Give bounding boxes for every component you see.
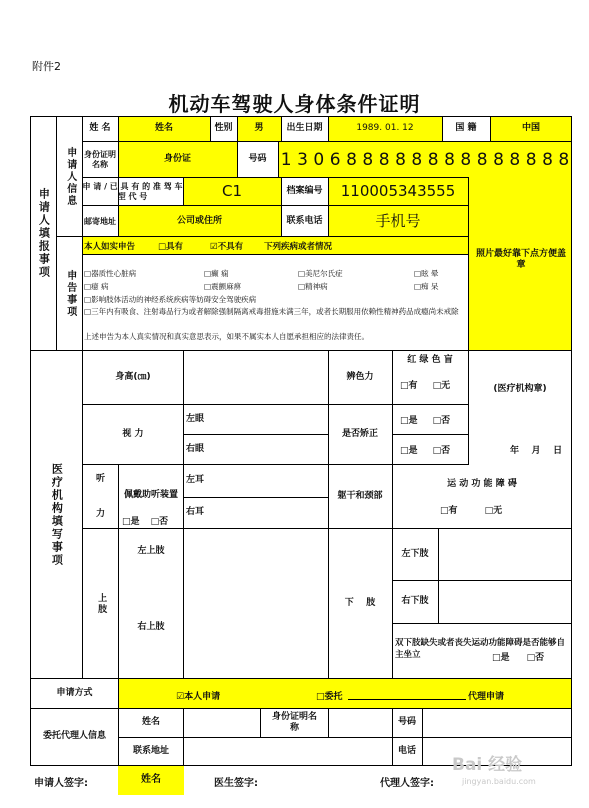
- corrected-yes-2[interactable]: □是: [400, 446, 418, 456]
- apply-method-label: 申请方式: [56, 687, 93, 698]
- not-has-checkbox[interactable]: ☑不具有: [210, 242, 244, 252]
- left-eye-label: 左眼: [186, 413, 205, 424]
- color-blind-label: 红 绿 色 盲: [407, 355, 453, 366]
- address-value[interactable]: 公司或住所: [176, 215, 222, 226]
- declaration-tail: 下列疾病或者情况: [264, 242, 333, 252]
- license-value[interactable]: C1: [221, 182, 243, 201]
- name-value[interactable]: 姓名: [154, 123, 173, 134]
- gender-value[interactable]: 男: [254, 123, 264, 134]
- disease-mental[interactable]: □精神病: [298, 282, 328, 291]
- doctor-signature-label: 医生签字:: [214, 778, 258, 789]
- corrected-no-2[interactable]: □否: [432, 446, 451, 456]
- disease-parkinson[interactable]: □震颤麻痹: [204, 282, 242, 291]
- color-vision-label: 辨色力: [346, 371, 374, 382]
- lower-limb-label: 下 肢: [344, 597, 376, 608]
- birth-value[interactable]: 1989. 01. 12: [356, 123, 414, 134]
- id-no-label: 号码: [248, 153, 267, 164]
- apply-entrust-checkbox[interactable]: □委托: [316, 692, 343, 702]
- disease-heart[interactable]: □器质性心脏病: [84, 269, 137, 278]
- id-digit[interactable]: 8: [460, 149, 472, 170]
- color-blind-no[interactable]: □无: [432, 381, 451, 391]
- id-digit[interactable]: 8: [411, 149, 423, 170]
- id-digit[interactable]: 0: [313, 149, 325, 170]
- attachment-label: 附件2: [32, 60, 61, 73]
- nationality-value[interactable]: 中国: [521, 123, 540, 134]
- applicant-signature-label: 申请人签字:: [34, 778, 88, 789]
- section-declaration: 申告事项: [64, 269, 76, 318]
- hearing-aid-options: [122, 514, 168, 527]
- disease-row-2: [84, 281, 468, 293]
- apply-agent-text: 代理申请: [468, 692, 505, 702]
- entrust-underline: [348, 699, 466, 700]
- baidu-watermark-url: jingyan.baidu.com: [462, 777, 536, 786]
- archive-no-label: 档案编号: [286, 185, 323, 196]
- hearing-label-1: 听: [95, 474, 105, 485]
- hospital-stamp: (医疗机构章): [493, 384, 547, 395]
- height-label: 身高(㎝): [115, 371, 151, 382]
- id-digit[interactable]: 8: [558, 149, 570, 170]
- stamp-date: 年 月 日: [510, 446, 563, 456]
- agent-phone-label: 电话: [397, 745, 416, 756]
- section-applicant-info: 申请人信息: [64, 146, 76, 207]
- agent-name-label: 姓名: [141, 717, 160, 728]
- gender-label: 性别: [214, 123, 233, 134]
- disease-row-1: [84, 268, 468, 280]
- address-label: 邮寄地址: [84, 216, 116, 226]
- motor-dysfunction-label: 运 动 功 能 障 碍: [447, 479, 517, 490]
- hearing-aid-label: 佩戴助听装置: [123, 490, 178, 501]
- section-medical: 医疗机构填写事项: [50, 462, 64, 567]
- id-digit[interactable]: 8: [542, 149, 553, 170]
- declaration-header: [84, 239, 468, 254]
- declaration-intro: 本人如实申告: [84, 242, 136, 252]
- phone-value[interactable]: 手机号: [375, 212, 421, 231]
- trunk-label: 躯干和颈部: [337, 490, 383, 501]
- photo-note: 照片最好靠下点方便盖章: [476, 248, 567, 270]
- motor-yes[interactable]: □有: [440, 506, 458, 516]
- motor-no[interactable]: □无: [484, 506, 503, 516]
- corrected-yes[interactable]: □是: [400, 416, 418, 426]
- vision-label: 视 力: [122, 428, 144, 439]
- id-digit[interactable]: 8: [493, 149, 504, 170]
- name-label: 姓 名: [89, 123, 111, 134]
- license-label: 申 请 / 已 具 有 的 准 驾 车 型 代 号: [82, 181, 183, 201]
- disease-neuro[interactable]: □影响肢体活动的神经系统疾病等妨碍安全驾驶疾病: [84, 295, 257, 304]
- color-blind-options: [400, 378, 468, 391]
- baidu-watermark: Bai 经验: [452, 755, 523, 775]
- page-title: 机动车驾驶人身体条件证明: [168, 92, 421, 116]
- agent-address-label: 联系地址: [132, 745, 169, 756]
- left-lower-limb-label: 左下肢: [401, 548, 429, 559]
- disease-drugs[interactable]: □三年内有吸食、注射毒品行为或者解除强制隔离戒毒措施未满三年，或者长期服用依赖性精神药品成瘾尚未戒除: [84, 307, 459, 316]
- sit-upright-no[interactable]: □否: [526, 653, 545, 663]
- applicant-signature-value[interactable]: 姓名: [141, 773, 161, 785]
- right-ear-label: 右耳: [186, 507, 205, 518]
- id-digit[interactable]: 8: [476, 149, 488, 170]
- id-doc-label: 身份证明名称: [84, 149, 116, 169]
- sit-upright-question: 双下肢缺失或者丧失运动功能障碍是否能够自主坐立: [395, 638, 566, 660]
- id-digit[interactable]: 8: [362, 149, 374, 170]
- sit-upright-yes[interactable]: □是: [492, 653, 510, 663]
- corrected-options-2: [400, 443, 450, 456]
- agent-id-no-label: 号码: [397, 717, 416, 728]
- apply-self-checkbox[interactable]: ☑本人申请: [176, 692, 221, 702]
- hearing-label-2: 力: [95, 509, 105, 520]
- id-digit[interactable]: 8: [509, 149, 521, 170]
- archive-no-value[interactable]: 110005343555: [340, 182, 456, 201]
- right-upper-limb-label: 右上肢: [137, 621, 165, 632]
- color-blind-yes[interactable]: □有: [400, 381, 418, 391]
- hearing-aid-no[interactable]: □否: [150, 517, 169, 527]
- agent-info-label: 委托代理人信息: [42, 731, 106, 742]
- id-digit[interactable]: 1: [280, 149, 292, 170]
- disease-vertigo[interactable]: □眩 晕: [414, 269, 439, 278]
- right-eye-label: 右眼: [186, 443, 205, 454]
- disease-dementia[interactable]: □痴 呆: [414, 282, 439, 291]
- id-digit[interactable]: 8: [427, 149, 439, 170]
- id-number-digits[interactable]: [278, 142, 572, 177]
- birth-label: 出生日期: [286, 123, 323, 134]
- id-digit[interactable]: 8: [346, 149, 357, 170]
- corrected-options-1: [400, 413, 450, 426]
- sit-upright-options: [492, 650, 544, 663]
- motor-options: [440, 503, 502, 516]
- id-digit[interactable]: 8: [444, 149, 455, 170]
- declaration-statement: 上述申告为本人真实情况和真实意思表示，如果不属实本人自愿承担相应的法律责任。: [84, 332, 369, 341]
- corrected-label: 是否矫正: [341, 428, 378, 439]
- has-checkbox[interactable]: □具有: [158, 242, 184, 252]
- upper-limb-label: 上肢: [96, 592, 107, 615]
- id-digit[interactable]: 8: [395, 149, 406, 170]
- id-digit[interactable]: 8: [525, 149, 537, 170]
- left-ear-label: 左耳: [186, 475, 205, 486]
- disease-hysteria[interactable]: □癔 病: [84, 282, 109, 291]
- hearing-aid-yes[interactable]: □是: [122, 517, 140, 527]
- corrected-no[interactable]: □否: [432, 416, 451, 426]
- id-doc-value[interactable]: 身份证: [163, 153, 191, 164]
- disease-epilepsy[interactable]: □癫 痫: [204, 269, 229, 278]
- nationality-label: 国 籍: [455, 123, 477, 134]
- right-lower-limb-label: 右下肢: [401, 596, 429, 607]
- id-digit[interactable]: 6: [329, 149, 341, 170]
- id-digit[interactable]: 3: [297, 149, 308, 170]
- agent-signature-label: 代理人签字:: [380, 778, 434, 789]
- left-upper-limb-label: 左上肢: [137, 545, 165, 556]
- id-digit[interactable]: 8: [378, 149, 390, 170]
- agent-id-doc-label: 身份证明名称: [271, 711, 317, 733]
- section-applicant: 申请人填报事项: [37, 188, 51, 279]
- disease-meniere[interactable]: □美尼尔氏症: [298, 269, 343, 278]
- phone-label: 联系电话: [286, 215, 323, 226]
